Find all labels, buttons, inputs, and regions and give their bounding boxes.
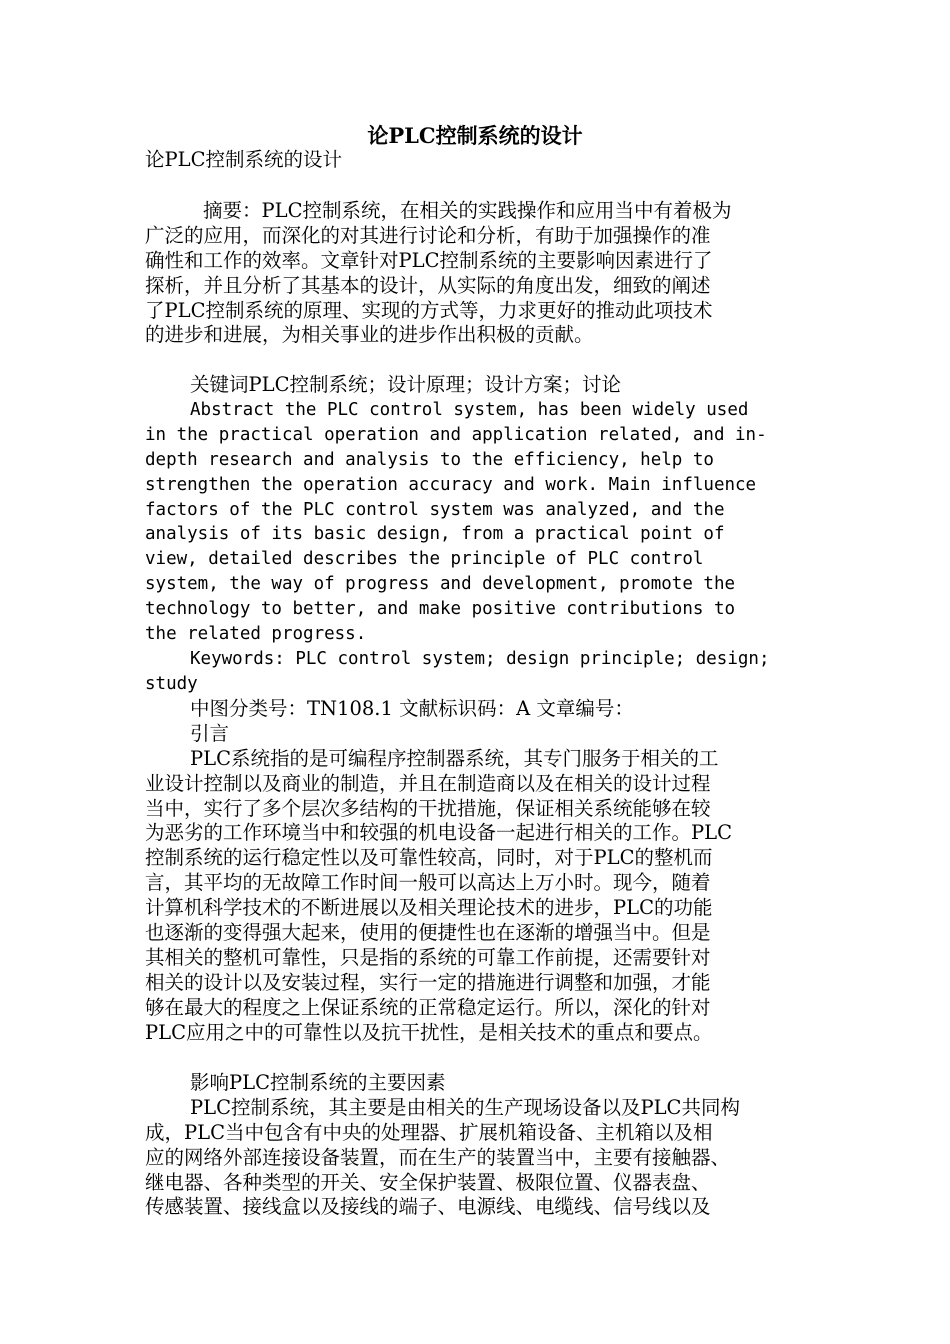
intro-line: 计算机科学技术的不断进展以及相关理论技术的进步，PLC的功能 bbox=[145, 896, 713, 920]
intro-line: 为恶劣的工作环境当中和较强的机电设备一起进行相关的工作。PLC bbox=[145, 821, 732, 845]
intro-line: 控制系统的运行稳定性以及可靠性较高，同时，对于PLC的整机而 bbox=[145, 846, 713, 870]
abstract-en-line: Abstract the PLC control system, has been widely used bbox=[190, 400, 749, 420]
intro-line: 相关的设计以及安装过程，实行一定的措施进行调整和加强，才能 bbox=[145, 970, 711, 994]
intro-heading: 引言 bbox=[190, 721, 230, 745]
section-heading: 影响PLC控制系统的主要因素 bbox=[190, 1071, 446, 1094]
section-line: 传感装置、接线盒以及接线的端子、电源线、电缆线、信号线以及 bbox=[145, 1195, 711, 1219]
abstract-cn-line: 了PLC控制系统的原理、实现的方式等，力求更好的推动此项技术 bbox=[145, 298, 713, 322]
abstract-en-line: view, detailed describes the principle of PLC control bbox=[145, 549, 704, 570]
abstract-en-line: in the practical operation and application related, and in- bbox=[145, 424, 767, 445]
intro-line: 言，其平均的无故障工作时间一般可以高达上万小时。现今，随着 bbox=[145, 871, 711, 895]
intro-line: 也逐渐的变得强大起来，使用的便捷性也在逐渐的增强当中。但是 bbox=[145, 921, 711, 945]
abstract-cn bbox=[145, 199, 810, 348]
intro-line: 其相关的整机可靠性，只是指的系统的可靠工作前提，还需要针对 bbox=[145, 945, 711, 969]
abstract-cn-line: 探析，并且分析了其基本的设计，从实际的角度出发，细致的阐述 bbox=[145, 273, 711, 297]
abstract-cn-line: 确性和工作的效率。文章针对PLC控制系统的主要影响因素进行了 bbox=[145, 248, 713, 272]
section-line: 继电器、各种类型的开关、安全保护装置、极限位置、仪器表盘、 bbox=[145, 1170, 711, 1194]
classification-line: 中图分类号：TN108.1 文献标识码：A 文章编号： bbox=[190, 697, 634, 720]
section-line: 成，PLC当中包含有中央的处理器、扩展机箱设备、主机箱以及相 bbox=[145, 1120, 713, 1144]
keywords-cn-block bbox=[145, 373, 810, 398]
abstract-cn-line: 的进步和进展，为相关事业的进步作出积极的贡献。 bbox=[145, 323, 594, 347]
abstract-cn-line: 广泛的应用，而深化的对其进行讨论和分析，有助于加强操作的准 bbox=[145, 223, 711, 247]
intro-block bbox=[145, 697, 810, 1045]
intro-line: 够在最大的程度之上保证系统的正常稳定运行。所以，深化的针对 bbox=[145, 995, 711, 1019]
abstract-en bbox=[145, 398, 810, 697]
intro-line: 当中，实行了多个层次多结构的干扰措施，保证相关系统能够在较 bbox=[145, 796, 711, 820]
abstract-en-line: factors of the PLC control system was analyzed, and the bbox=[145, 499, 725, 520]
abstract-en-line: system, the way of progress and development, promote the bbox=[145, 574, 736, 595]
abstract-en-line: strengthen the operation accuracy and work. Main influence bbox=[145, 474, 757, 495]
intro-line: PLC系统指的是可编程序控制器系统，其专门服务于相关的工 bbox=[190, 746, 719, 770]
page-title: 论PLC控制系统的设计 bbox=[367, 123, 583, 148]
keywords-en-line: Keywords: PLC control system; design principle; design; bbox=[190, 648, 770, 669]
abstract-en-line: depth research and analysis to the efficiency, help to bbox=[145, 449, 714, 470]
abstract-en-line: the related progress. bbox=[145, 624, 367, 645]
section-line: PLC控制系统，其主要是由相关的生产现场设备以及PLC共同构 bbox=[190, 1095, 740, 1119]
section-block bbox=[145, 1071, 810, 1220]
intro-line: 业设计控制以及商业的制造，并且在制造商以及在相关的设计过程 bbox=[145, 771, 711, 795]
keywords-cn: 关键词PLC控制系统；设计原理；设计方案；讨论 bbox=[190, 373, 621, 396]
section-line: 应的网络外部连接设备装置，而在生产的装置当中，主要有接触器、 bbox=[145, 1145, 731, 1169]
keywords-en-line: study bbox=[145, 673, 198, 694]
abstract-en-line: analysis of its basic design, from a practical point of bbox=[145, 524, 725, 545]
abstract-en-line: technology to better, and make positive contributions to bbox=[145, 599, 736, 620]
intro-line: PLC应用之中的可靠性以及抗干扰性，是相关技术的重点和要点。 bbox=[145, 1020, 713, 1044]
subtitle: 论PLC控制系统的设计 bbox=[145, 148, 342, 171]
abstract-cn-line: 摘要：PLC控制系统，在相关的实践操作和应用当中有着极为 bbox=[203, 199, 732, 222]
subtitle-block bbox=[145, 148, 810, 173]
